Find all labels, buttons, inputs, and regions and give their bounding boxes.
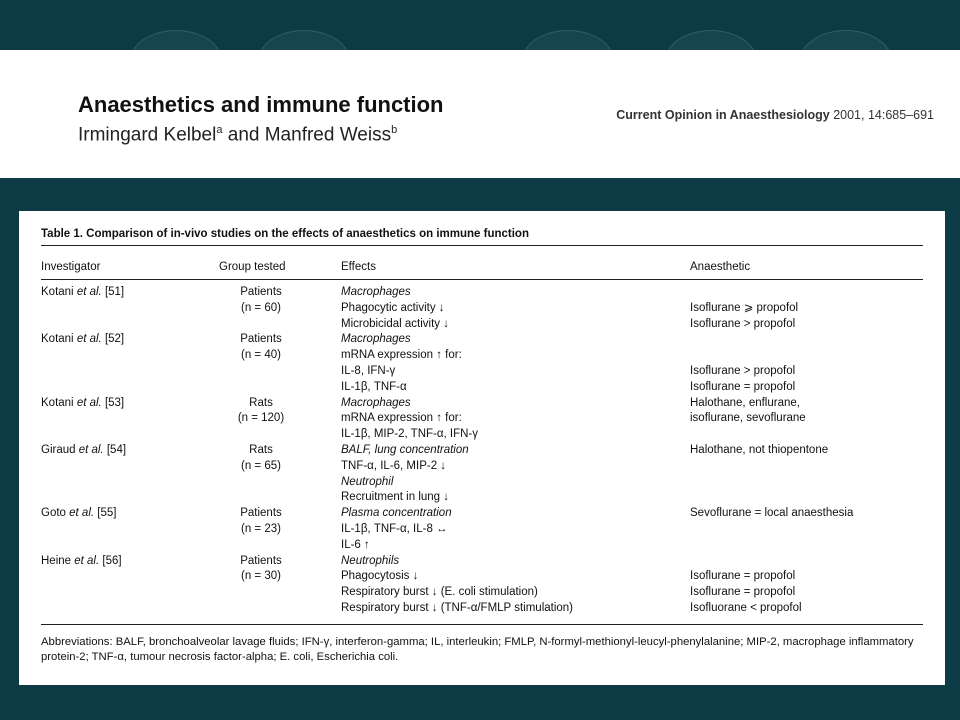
journal-volume: 2001, 14:685–691: [829, 108, 934, 122]
anaesthetic-cell: Isoflurane > propofol: [690, 317, 796, 330]
investigator-cell: Goto et al. [55]: [41, 507, 117, 520]
anaesthetic-cell: Isoflurane ⩾ propofol: [690, 301, 799, 314]
journal-citation: [616, 108, 934, 122]
author-1-affiliation: a: [216, 124, 223, 136]
col-header-anaesthetic: Anaesthetic: [690, 261, 751, 273]
paper-authors: [78, 124, 397, 146]
anaesthetic-cell: Isoflurane = propofol: [690, 586, 796, 599]
author-2: Manfred Weiss: [264, 124, 392, 146]
effect-cell: Phagocytosis ↓: [341, 570, 419, 583]
table-header-rule: [41, 279, 923, 280]
investigator-cell: Kotani et al. [51]: [41, 286, 125, 298]
effect-cell: Respiratory burst ↓ (E. coli stimulation): [341, 586, 538, 599]
table-panel: [19, 211, 945, 685]
author-2-affiliation: b: [391, 124, 398, 136]
group-cell: (n = 23): [241, 523, 281, 535]
col-header-group: Group tested: [219, 261, 286, 273]
investigator-cell: Giraud et al. [54]: [41, 444, 127, 456]
effect-cell: IL-6 ↑: [341, 538, 370, 551]
group-cell: (n = 30): [241, 570, 281, 583]
investigator-cell: Heine et al. [56]: [41, 554, 122, 567]
col-header-effects: Effects: [341, 261, 376, 273]
effect-cell: Phagocytic activity ↓: [341, 301, 445, 314]
author-1: Irmingard Kelbel: [78, 124, 217, 146]
group-cell: (n = 60): [241, 301, 281, 314]
effect-cell: Respiratory burst ↓ (TNF-α/FMLP stimulation): [341, 602, 574, 614]
anaesthetic-cell: Isofluorane < propofol: [690, 602, 802, 614]
effect-cell: Microbicidal activity ↓: [341, 317, 449, 330]
anaesthetic-cell: Isoflurane = propofol: [690, 380, 796, 393]
paper-title: Anaesthetics and immune function: [78, 92, 444, 117]
table-top-rule: [41, 245, 923, 246]
anaesthetic-cell: Isoflurane > propofol: [690, 365, 796, 377]
effect-cell: Macrophages: [341, 333, 411, 346]
anaesthetic-cell: Isoflurane = propofol: [690, 570, 796, 583]
journal-name: Current Opinion in Anaesthesiology: [616, 108, 830, 122]
group-cell: (n = 120): [237, 412, 285, 425]
table-abbreviations: Abbreviations: BALF, bronchoalveolar lavage fluids; IFN-γ, interferon-gamma; IL, interleukin; FMLP, N-formyl-methionyl-leucyl-phenylalanine; MIP-2, macrophage inflammatory protein-2; TNF-α, tumour necrosis factor-alpha; E. coli, Escherichia coli.: [41, 636, 914, 663]
col-header-investigator: Investigator: [41, 261, 101, 273]
table-caption: Table 1. Comparison of in-vivo studies on the effects of anaesthetics on immune function: [41, 228, 529, 240]
table-bottom-rule: [41, 624, 923, 625]
effect-cell: TNF-α, IL-6, MIP-2 ↓: [341, 459, 447, 472]
anaesthetic-cell: isoflurane, sevoflurane: [690, 412, 806, 425]
group-cell: Patients: [240, 507, 282, 520]
group-cell: (n = 40): [241, 349, 281, 362]
effect-cell: IL-1β, TNF-α, IL-8 ↔: [341, 523, 448, 535]
effect-cell: IL-8, IFN-γ: [341, 365, 396, 377]
group-cell: (n = 65): [241, 459, 281, 472]
effect-cell: Plasma concentration: [341, 507, 452, 520]
effect-cell: BALF, lung concentration: [341, 444, 469, 456]
effect-cell: Macrophages: [341, 286, 411, 298]
anaesthetic-cell: Halothane, enflurane,: [690, 396, 800, 409]
author-joiner: and: [222, 124, 265, 146]
investigator-cell: Kotani et al. [53]: [41, 396, 125, 409]
group-cell: Rats: [249, 444, 273, 456]
anaesthetic-cell: Sevoflurane = local anaesthesia: [690, 507, 854, 520]
effect-cell: Recruitment in lung ↓: [341, 491, 450, 504]
effect-cell: mRNA expression ↑ for:: [341, 349, 462, 362]
group-cell: Rats: [249, 396, 273, 409]
investigator-cell: Kotani et al. [52]: [41, 333, 125, 346]
group-cell: Patients: [240, 333, 282, 346]
effect-cell: Macrophages: [341, 396, 411, 409]
effect-cell: IL-1β, TNF-α: [341, 380, 407, 393]
effect-cell: Neutrophil: [341, 475, 394, 488]
effect-cell: Neutrophils: [341, 554, 400, 567]
group-cell: Patients: [240, 286, 282, 298]
anaesthetic-cell: Halothane, not thiopentone: [690, 444, 829, 456]
effect-cell: IL-1β, MIP-2, TNF-α, IFN-γ: [341, 428, 479, 441]
effect-cell: mRNA expression ↑ for:: [341, 412, 462, 425]
group-cell: Patients: [240, 554, 282, 567]
